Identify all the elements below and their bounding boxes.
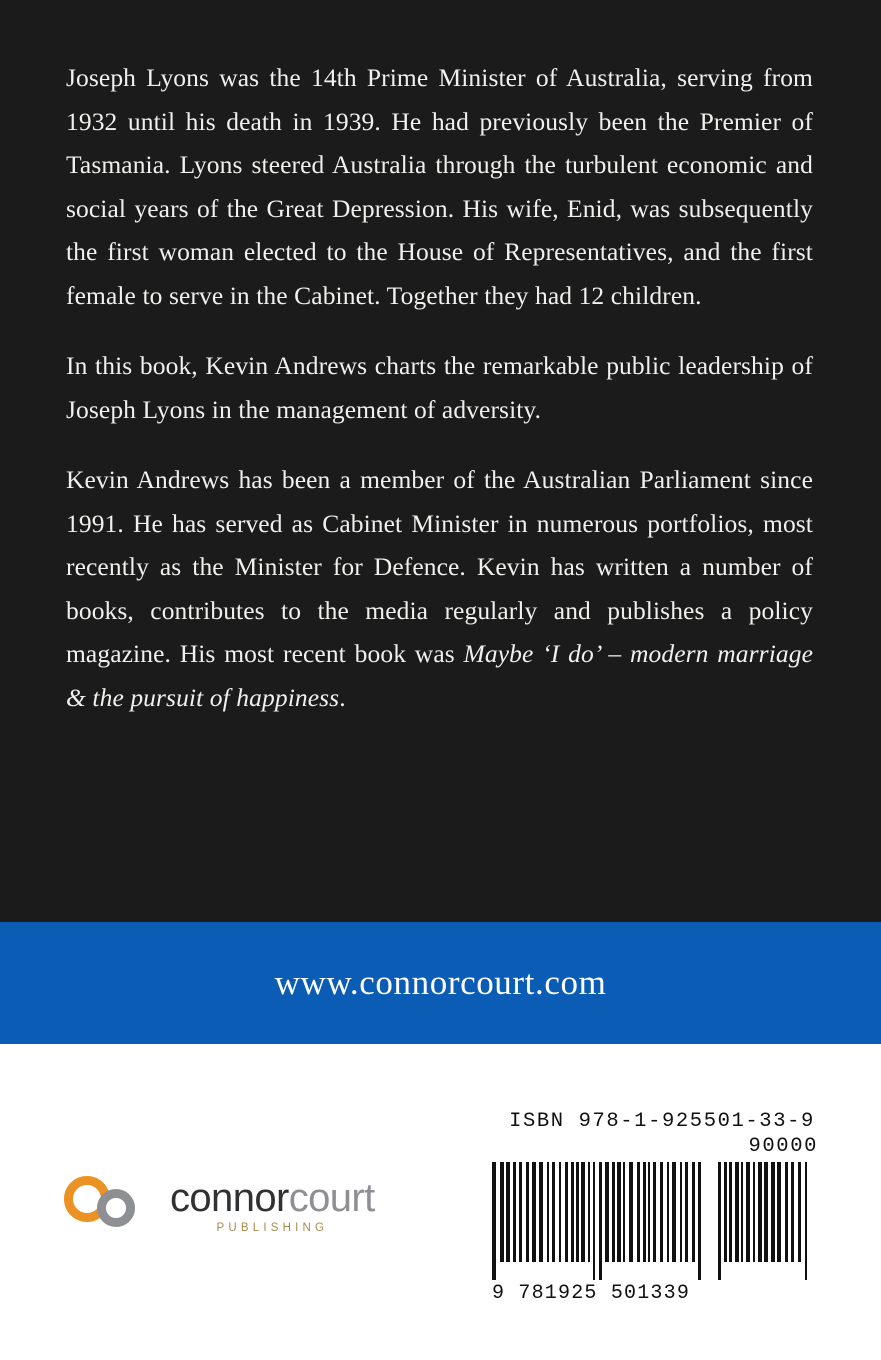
publisher-wordmark xyxy=(170,1177,375,1234)
ean13-bars xyxy=(492,1162,704,1280)
author-recent-book-title: Maybe ‘I do’ – modern marriage & the pursuit of happiness xyxy=(66,639,813,712)
isbn-price-extension: 90000 xyxy=(748,1135,818,1158)
ean-digits: 9 781925 501339 xyxy=(492,1282,691,1305)
publisher-website-band xyxy=(0,922,881,1044)
grey-ring-icon xyxy=(97,1189,135,1227)
publisher-tagline: PUBLISHING xyxy=(216,1221,329,1234)
blurb-paragraph-2: In this book, Kevin Andrews charts the remarkable public leadership of Joseph Lyons in the management of adversity. xyxy=(66,351,813,424)
publisher-website-link[interactable]: www.connorcourt.com xyxy=(274,963,607,1002)
author-bio-lead: Kevin Andrews has been a member of the Australian Parliament since 1991. He has served as Cabinet Minister in numerous portfolios, most recently as the Minister for Defence. Kevin has written a number of books, contributes to the media regularly and publishes a policy magazine. His most recent book was xyxy=(66,465,813,668)
publisher-name-part2: court xyxy=(288,1175,375,1220)
barcode-graphic xyxy=(492,1162,832,1280)
ean5-bars xyxy=(718,1162,810,1280)
logo-rings xyxy=(64,1172,160,1234)
isbn-label: ISBN 978-1-925501-33-9 xyxy=(509,1110,815,1133)
isbn-barcode-block xyxy=(492,1110,832,1305)
author-bio-tail: . xyxy=(339,682,346,712)
publisher-logo xyxy=(64,1172,375,1234)
author-bio-paragraph xyxy=(66,458,813,719)
blurb-paragraph-1: Joseph Lyons was the 14th Prime Minister of Australia, serving from 1932 until his death in 1939. He had previously been the Premier of Tasmania. Lyons steered Australia through the turbulent economic and social years of the Great Depression. His wife, Enid, was subsequently the first woman elected to the House of Representatives, and the first female to serve in the Cabinet. Together they had 12 children. xyxy=(66,63,813,310)
cover-footer xyxy=(0,1044,881,1360)
publisher-name-part1: connor xyxy=(170,1175,289,1220)
